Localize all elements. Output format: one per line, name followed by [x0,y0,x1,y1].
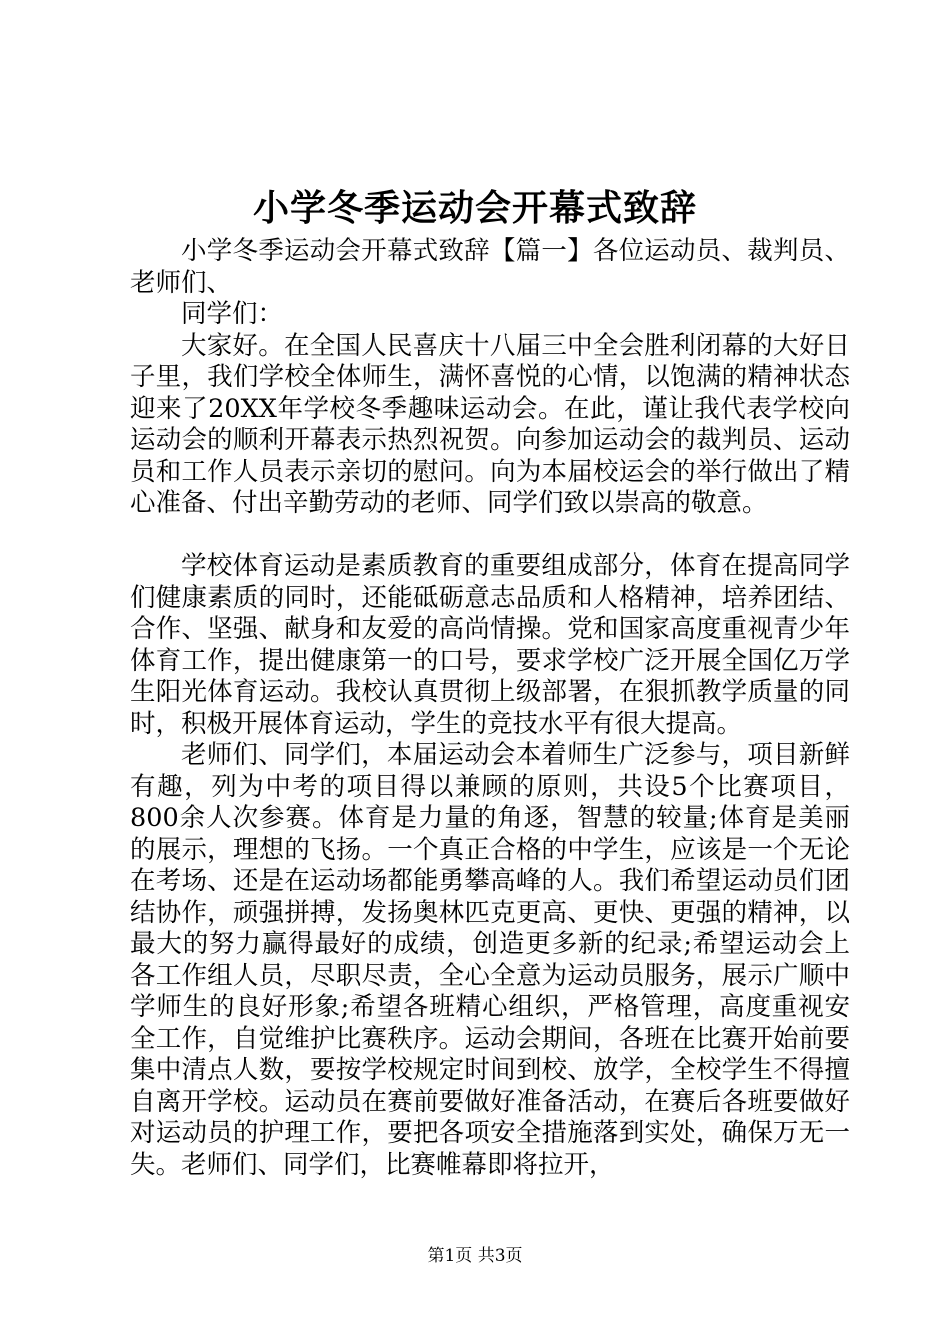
paragraph-greeting: 大家好。在全国人民喜庆十八届三中全会胜利闭幕的大好日子里，我们学校全体师生，满怀喜悦的心情，以饱满的精神状态迎来了20XX年学校冬季趣味运动会。在此，谨让我代表学校向运动会的顺利开幕表示热烈祝贺。向参加运动会的裁判员、运动员和工作人员表示亲切的慰问。向为本届校运会的举行做出了精心准备、付出辛勤劳动的老师、同学们致以崇高的敬意。 [130,330,850,518]
paragraph-spacer [130,520,850,552]
paragraph-opening: 小学冬季运动会开幕式致辞【篇一】各位运动员、裁判员、老师们、 [130,236,850,298]
document-body [130,236,850,1181]
page-number-footer: 第1页 共3页 [427,1246,523,1266]
document-title: 小学冬季运动会开幕式致辞 [252,187,697,229]
paragraph-salutation: 同学们： [181,299,284,329]
paragraph-sports-education: 学校体育运动是素质教育的重要组成部分，体育在提高同学们健康素质的同时，还能砥砺意志品质和人格精神，培养团结、合作、坚强、献身和友爱的高尚情操。党和国家高度重视青少年体育工作，提出健康第一的口号，要求学校广泛开展全国亿万学生阳光体育运动。我校认真贯彻上级部署，在狠抓教学质量的同时，积极开展体育运动，学生的竞技水平有很大提高。 [130,551,850,739]
paragraph-games-overview: 老师们、同学们，本届运动会本着师生广泛参与，项目新鲜有趣，列为中考的项目得以兼顾的原则，共设5个比赛项目，800余人次参赛。体育是力量的角逐，智慧的较量;体育是美丽的展示，理想的飞扬。一个真正合格的中学生，应该是一个无论在考场、还是在运动场都能勇攀高峰的人。我们希望运动员们团结协作，顽强拼搏，发扬奥林匹克更高、更快、更强的精神，以最大的努力赢得最好的成绩，创造更多新的纪录;希望运动会上各工作组人员，尽职尽责，全心全意为运动员服务，展示广顺中学师生的良好形象;希望各班精心组织，严格管理，高度重视安全工作，自觉维护比赛秩序。运动会期间，各班在比赛开始前要集中清点人数，要按学校规定时间到校、放学，全校学生不得擅自离开学校。运动员在赛前要做好准备活动，在赛后各班要做好对运动员的护理工作，要把各项安全措施落到实处，确保万无一失。老师们、同学们，比赛帷幕即将拉开， [130,740,850,1180]
